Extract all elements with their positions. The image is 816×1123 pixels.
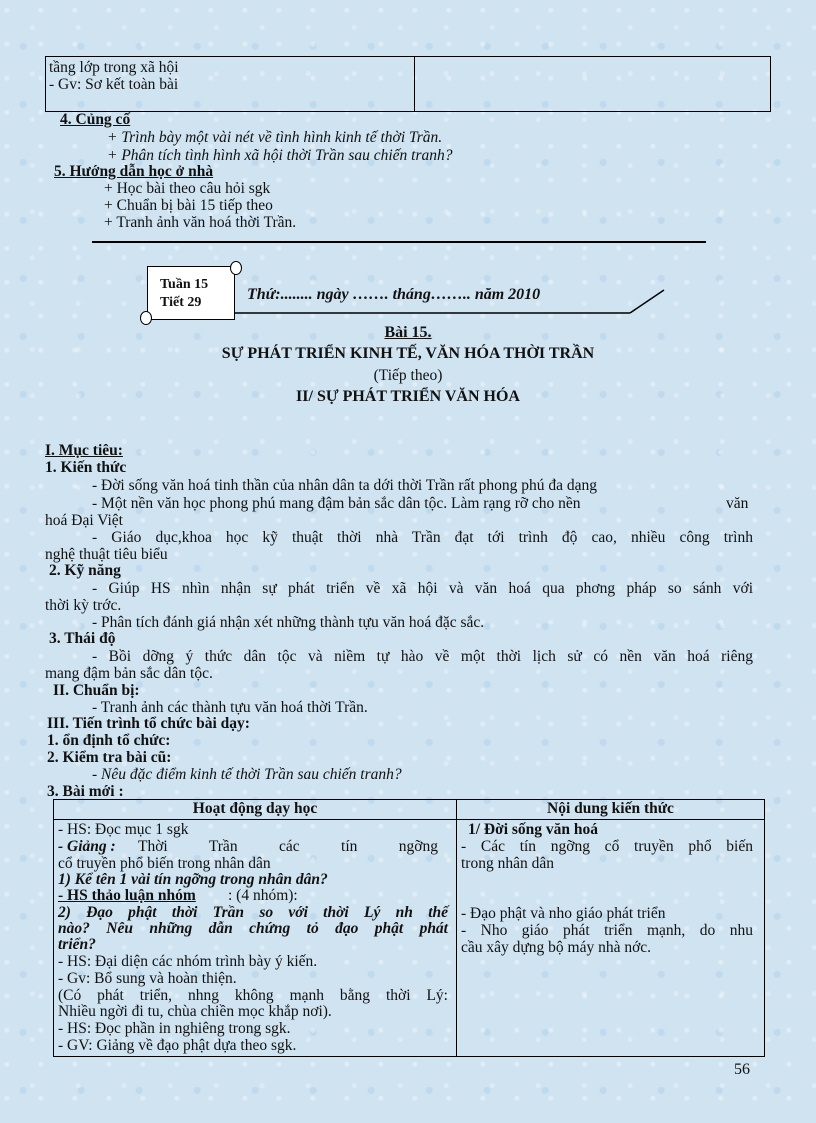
table-cell-line: trong nhân dân bbox=[461, 855, 554, 872]
period-label: Tiết 29 bbox=[160, 295, 202, 310]
lesson-tag-scroll bbox=[147, 266, 235, 320]
skills-heading: 2. Kỹ năng bbox=[49, 562, 121, 579]
body-line: mang đậm bản sắc dân tộc. bbox=[45, 665, 213, 682]
step-heading: 1. ổn định tổ chức: bbox=[47, 732, 171, 749]
lesson-subtitle: (Tiếp theo) bbox=[373, 367, 443, 384]
step-heading: 3. Bài mới : bbox=[47, 783, 124, 800]
table-cell-line: 1/ Đời sống văn hoá bbox=[468, 821, 599, 838]
page-number: 56 bbox=[734, 1061, 750, 1078]
body-line: - Tranh ảnh các thành tựu văn hoá thời Trần. bbox=[92, 699, 368, 716]
table-header-right: Nội dung kiến thức bbox=[547, 800, 674, 817]
table-cell-line: cổ truyền phổ biến trong nhân dân bbox=[58, 855, 271, 872]
table-cell-line: - HS: Đại diện các nhóm trình bày ý kiến. bbox=[58, 953, 318, 970]
body-line: - Giúp HS nhìn nhận sự phát triển về xã hội và văn hoá qua phơng pháp so sánh với bbox=[92, 580, 753, 597]
body-line: - Đời sống văn hoá tinh thần của nhân dân ta dới thời Trần rất phong phú đa dạng bbox=[92, 477, 598, 494]
table-cell-line: triển? bbox=[58, 936, 96, 953]
table-cell-line: - Gv: Sơ kết toàn bài bbox=[49, 76, 179, 93]
table-cell-line: - HS: Đọc phần in nghiêng trong sgk. bbox=[58, 1020, 291, 1037]
list-item: + Trình bày một vài nét về tình hình kinh tế thời Trần. bbox=[107, 129, 443, 146]
table-cell-line: : (4 nhóm): bbox=[228, 887, 298, 904]
table-cell-line: - Giảng : bbox=[58, 838, 116, 855]
body-line: nghệ thuật tiêu biểu bbox=[45, 546, 168, 563]
divider-line bbox=[92, 241, 706, 243]
date-line: Thứ:........ ngày ……. tháng…….. năm 2010 bbox=[247, 286, 541, 303]
body-line: văn bbox=[726, 495, 749, 512]
table-cell-line: - HS: Đọc mục 1 sgk bbox=[58, 821, 189, 838]
body-line: - Một nền văn học phong phú mang đậm bản sắc dân tộc. Làm rạng rỡ cho nền bbox=[92, 495, 581, 512]
body-line: thời kỳ trớc. bbox=[45, 597, 122, 614]
preparation-heading: II. Chuẩn bị: bbox=[53, 682, 140, 699]
table-header-line bbox=[54, 819, 764, 820]
table-cell-line: - HS thảo luận nhóm bbox=[58, 887, 196, 904]
table-header-left: Hoạt động dạy học bbox=[192, 800, 318, 817]
table-cell-line: - Gv: Bổ sung và hoàn thiện. bbox=[58, 970, 237, 987]
list-item: + Tranh ảnh văn hoá thời Trần. bbox=[104, 214, 297, 231]
table-column-divider bbox=[456, 800, 457, 1056]
table-divider bbox=[414, 57, 415, 111]
top-table bbox=[45, 56, 771, 112]
table-cell-line: - Nho giáo phát triển mạnh, do nhu bbox=[461, 922, 753, 939]
lesson-number: Bài 15. bbox=[384, 324, 432, 341]
main-table bbox=[53, 799, 765, 1057]
table-cell-line: Thời Trần các tín ngỡng bbox=[138, 838, 438, 855]
lesson-title: SỰ PHÁT TRIỂN KINH TẾ, VĂN HÓA THỜI TRẦN bbox=[221, 345, 595, 362]
body-line: - Phân tích đánh giá nhận xét những thành tựu văn hoá đặc sắc. bbox=[92, 614, 485, 631]
body-line: hoá Đại Việt bbox=[45, 512, 123, 529]
attitude-heading: 3. Thái độ bbox=[49, 630, 116, 647]
table-cell-line: 2) Đạo phật thời Trần so với thời Lý nh thế bbox=[58, 904, 448, 921]
process-heading: III. Tiến trình tổ chức bài dạy: bbox=[47, 715, 250, 732]
knowledge-heading: 1. Kiến thức bbox=[45, 459, 127, 476]
table-cell-line: - GV: Giảng về đạo phật dựa theo sgk. bbox=[58, 1037, 297, 1054]
table-cell-line: - Đạo phật và nho giáo phát triển bbox=[461, 905, 666, 922]
section-title: II/ SỰ PHÁT TRIỂN VĂN HÓA bbox=[296, 388, 520, 405]
table-cell-line: tầng lớp trong xã hội bbox=[49, 59, 179, 76]
body-line: - Bồi dỡng ý thức dân tộc và niềm tự hào về một thời lịch sử có nền văn hoá riêng bbox=[92, 648, 753, 665]
step-heading: 2. Kiểm tra bài cũ: bbox=[47, 749, 172, 766]
table-cell-line: 1) Kể tên 1 vài tín ngỡng trong nhân dân? bbox=[58, 871, 328, 888]
section-heading-huong-dan: 5. Hướng dẫn học ở nhà bbox=[54, 163, 214, 180]
table-cell-line: (Có phát triển, nhng không mạnh bằng thời Lý: bbox=[58, 987, 448, 1004]
list-item: + Chuẩn bị bài 15 tiếp theo bbox=[104, 197, 273, 214]
table-cell-line: Nhiều ngời đi tu, chùa chiền mọc khắp nơi). bbox=[58, 1003, 332, 1020]
date-underline bbox=[232, 285, 672, 317]
week-label: Tuần 15 bbox=[160, 277, 209, 292]
list-item: + Phân tích tình hình xã hội thời Trần sau chiến tranh? bbox=[107, 147, 453, 164]
table-cell-line: nào? Nêu những dẫn chứng tỏ đạo phật phát bbox=[58, 920, 448, 937]
list-item: + Học bài theo câu hỏi sgk bbox=[104, 180, 271, 197]
body-line: - Nêu đặc điểm kinh tế thời Trần sau chiến tranh? bbox=[92, 766, 402, 783]
table-cell-line: - Các tín ngỡng cổ truyền phổ biến bbox=[461, 838, 753, 855]
table-cell-line: cầu xây dựng bộ máy nhà nớc. bbox=[461, 939, 652, 956]
body-line: - Giáo dục,khoa học kỹ thuật thời nhà Trần đạt tới trình độ cao, nhiều công trình bbox=[92, 529, 753, 546]
section-heading-cung-co: 4. Củng cố bbox=[60, 111, 131, 128]
objectives-heading: I. Mục tiêu: bbox=[45, 442, 123, 459]
